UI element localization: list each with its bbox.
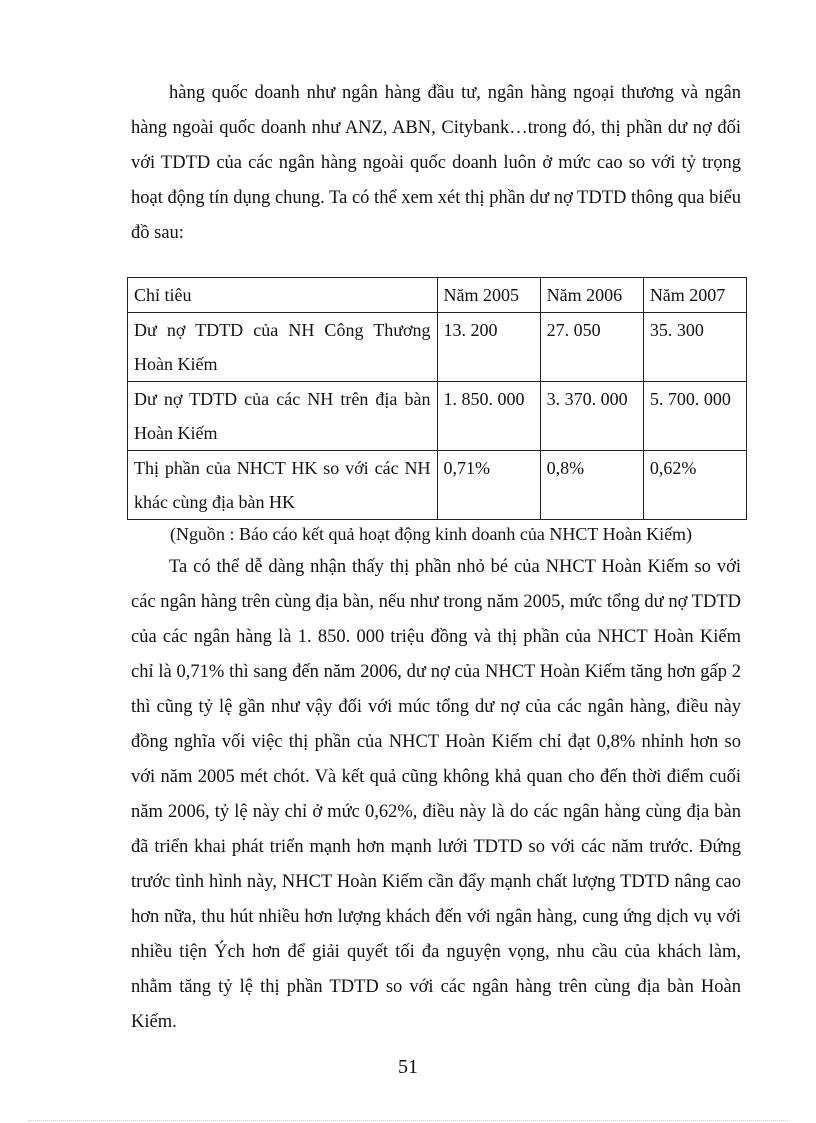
table-source-note: (Nguồn : Báo cáo kết quả hoạt động kinh doanh của NHCT Hoàn Kiếm)	[170, 524, 693, 544]
page-number: 51	[398, 1056, 418, 1078]
table-header-row	[128, 278, 747, 313]
row-label: Dư nợ TDTD của các NH trên địa bàn Hoàn Kiếm	[128, 382, 438, 451]
cell-2005: 1. 850. 000	[437, 382, 540, 451]
body-paragraph-analysis: Ta có thể dễ dàng nhận thấy thị phần nhỏ bé của NHCT Hoàn Kiếm so với các ngân hàng trên cùng địa bàn, nếu như trong năm 2005, mức tổng dư nợ TDTD của các ngân hàng là 1. 850. 000 triệu đồng và thị phần của NHCT Hoàn Kiếm chỉ là 0,71% thì sang đến năm 2006, dư nợ của NHCT Hoàn Kiếm tăng hơn gấp 2 thì cũng tỷ lệ gần như vậy đối với múc tổng dư nợ của các ngân hàng, điều này đồng nghĩa vối việc thị phần của NHCT Hoàn Kiếm chỉ đạt 0,8% nhỉnh hơn so với năm 2005 mét chót. Và kết quả cũng không khả quan cho đến thời điểm cuối năm 2006, tỷ lệ này chỉ ở mức 0,62%, điều này là do các ngân hàng cùng địa bàn đã triển khai phát triển mạnh hơn mạnh lưới TDTD so với các năm trước. Đứng trước tình hình này, NHCT Hoàn Kiếm cần đẩy mạnh chất lượng TDTD nâng cao hơn nữa, thu hút nhiều hơn lượng khách đến với ngân hàng, cung ứng dịch vụ với nhiều tiện Ých hơn để giải quyết tối đa nguyện vọng, nhu cầu của khách làm, nhằm tăng tỷ lệ thị phần TDTD so với các ngân hàng trên cùng địa bàn Hoàn Kiếm.	[131, 557, 741, 1032]
header-cell-label: Chỉ tiêu	[128, 278, 438, 313]
header-cell-2007: Năm 2007	[643, 278, 746, 313]
page-bottom-divider	[28, 1120, 788, 1121]
market-share-table	[127, 277, 747, 520]
row-label: Dư nợ TDTD của NH Công Thương Hoàn Kiếm	[128, 313, 438, 382]
cell-2005: 0,71%	[437, 451, 540, 520]
header-cell-2006: Năm 2006	[540, 278, 643, 313]
cell-2006: 0,8%	[540, 451, 643, 520]
cell-2007: 0,62%	[643, 451, 746, 520]
cell-2006: 27. 050	[540, 313, 643, 382]
header-cell-2005: Năm 2005	[437, 278, 540, 313]
cell-2006: 3. 370. 000	[540, 382, 643, 451]
cell-2005: 13. 200	[437, 313, 540, 382]
table-row	[128, 313, 747, 382]
body-paragraph-intro: hàng quốc doanh như ngân hàng đầu tư, ngân hàng ngoại thương và ngân hàng ngoài quốc doanh như ANZ, ABN, Citybank…trong đó, thị phần dư nợ đối với TDTD của các ngân hàng ngoài quốc doanh luôn ở mức cao so với tỷ trọng hoạt động tín dụng chung. Ta có thể xem xét thị phần dư nợ TDTD thông qua biểu đồ sau:	[131, 83, 741, 243]
table-row	[128, 451, 747, 520]
row-label: Thị phần của NHCT HK so với các NH khác cùng địa bàn HK	[128, 451, 438, 520]
table-row	[128, 382, 747, 451]
cell-2007: 5. 700. 000	[643, 382, 746, 451]
cell-2007: 35. 300	[643, 313, 746, 382]
